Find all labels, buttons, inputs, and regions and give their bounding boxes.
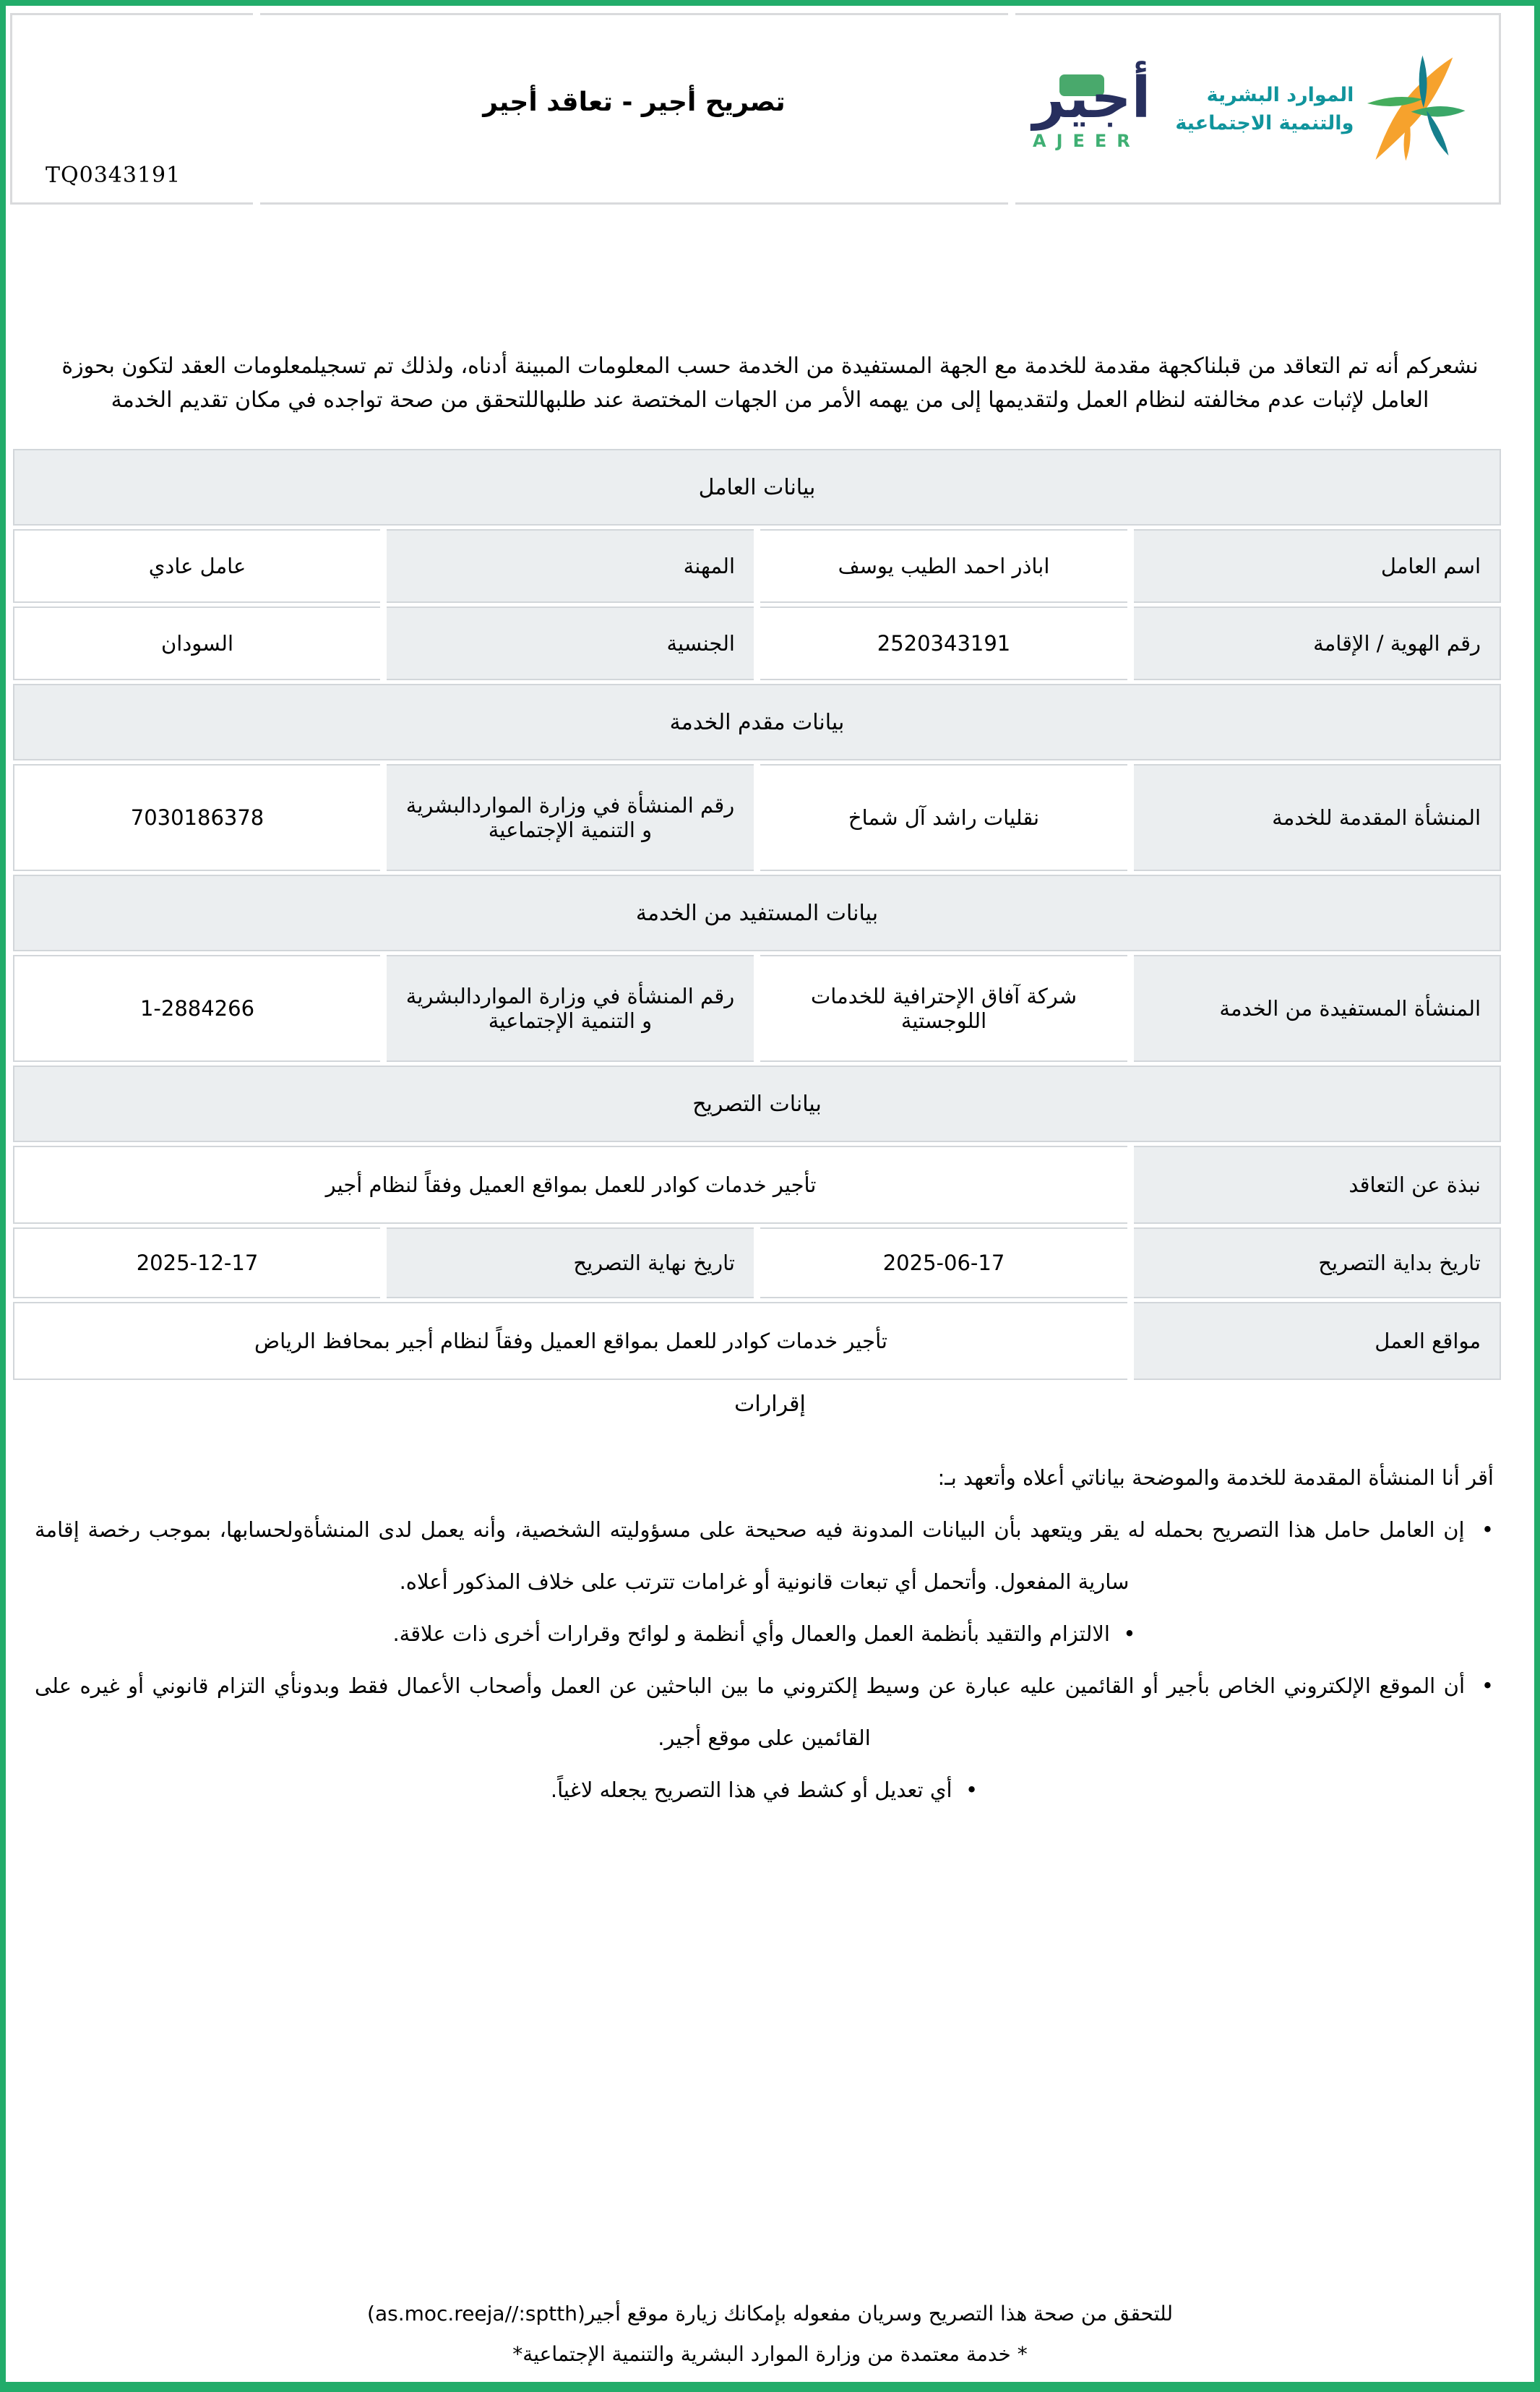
ministry-name-line1: الموارد البشرية: [1206, 83, 1354, 106]
beneficiary-name-value: شركة آفاق الإحترافية للخدمات اللوجستية: [760, 955, 1127, 1062]
provider-name-label: المنشأة المقدمة للخدمة: [1134, 764, 1501, 871]
work-locations-label: مواقع العمل: [1134, 1302, 1501, 1380]
ministry-name: [1175, 81, 1354, 137]
declarations-block: [35, 1452, 1494, 1816]
ajeer-logo: [1025, 67, 1158, 151]
hrsd-starburst-icon: [1361, 49, 1471, 169]
declaration-item: • إن العامل حامل هذا التصريح بحمله له يقر ويتعهد بأن البيانات المدونة فيه صحيحة على مسؤوليته الشخصية، وأنه يعمل لدى المنشأةولحسابها، بموجب رخصة إقامة سارية المفعول. وأتحمل أي تبعات قانونية أو غرامات تترتب على خلاف المذكور أعلاه.: [35, 1504, 1494, 1608]
ajeer-logo-arabic-text: أجير: [1033, 65, 1151, 131]
worker-name-label: اسم العامل: [1134, 529, 1501, 603]
ministry-logo: [1175, 49, 1471, 169]
declaration-item: • أن الموقع الإلكتروني الخاص بأجير أو القائمين عليه عبارة عن وسيط إلكتروني ما بين الباحثين عن العمل وأصحاب الأعمال فقط وبدونأي التزام قانوني أو غيره على القائمين على موقع أجير.: [35, 1660, 1494, 1764]
intro-paragraph: نشعركم أنه تم التعاقد من قبلناكجهة مقدمة للخدمة مع الجهة المستفيدة من الخدمة حسب المعلومات المبينة أدناه، ولذلك تم تسجيلمعلومات العقد لتكون بحوزة العامل لإثبات عدم مخالفته لنظام العمل ولتقديمها إلى من يهمه الأمر من الجهات المختصة عند طلبهاللتحقق من صحة تواجده في مكان تقديم الخدمة: [61, 353, 1479, 413]
nationality-label: الجنسية: [387, 606, 754, 680]
section-header-provider: بيانات مقدم الخدمة: [13, 684, 1501, 760]
ministry-name-line2: والتنمية الاجتماعية: [1175, 111, 1354, 134]
permit-table: [13, 449, 1501, 1380]
end-date-value: 2025-12-17: [13, 1227, 380, 1298]
section-header-worker: بيانات العامل: [13, 449, 1501, 526]
profession-label: المهنة: [387, 529, 754, 603]
permit-number: TQ0343191: [46, 163, 181, 188]
start-date-label: تاريخ بداية التصريح: [1134, 1227, 1501, 1298]
footer-verify-line: للتحقق من صحة هذا التصريح وسريان مفعوله بإمكانك زيارة موقع أجير(as.moc.reeja//:sptth): [367, 2302, 1173, 2325]
provider-name-value: نقليات راشد آل شماخ: [760, 764, 1127, 871]
section-header-permit: بيانات التصريح: [13, 1066, 1501, 1142]
declarations-intro: أقر أنا المنشأة المقدمة للخدمة والموضحة بياناتي أعلاه وأتعهد بـ:: [937, 1465, 1494, 1490]
header: [10, 13, 1501, 205]
ajeer-logo-latin-text: AJEER: [1033, 130, 1140, 151]
end-date-label: تاريخ نهاية التصريح: [387, 1227, 754, 1298]
worker-name-value: اباذر احمد الطيب يوسف: [760, 529, 1127, 603]
id-number-label: رقم الهوية / الإقامة: [1134, 606, 1501, 680]
header-logos-cell: [1015, 13, 1501, 205]
profession-value: عامل عادي: [13, 529, 380, 603]
id-number-value: 2520343191: [760, 606, 1127, 680]
beneficiary-number-label: رقم المنشأة في وزارة المواردالبشرية و التنمية الإجتماعية: [387, 955, 754, 1062]
nationality-value: السودان: [13, 606, 380, 680]
contract-summary-label: نبذة عن التعاقد: [1134, 1146, 1501, 1224]
beneficiary-number-value: 1-2884266: [13, 955, 380, 1062]
declarations-heading: إقرارات: [734, 1392, 806, 1417]
work-locations-value: تأجير خدمات كوادر للعمل بمواقع العميل وفقاً لنظام أجير بمحافظ الرياض: [13, 1302, 1127, 1380]
footer-approved-line: * خدمة معتمدة من وزارة الموارد البشرية والتنمية الإجتماعية*: [512, 2342, 1028, 2366]
provider-number-value: 7030186378: [13, 764, 380, 871]
declaration-item: • أي تعديل أو كشط في هذا التصريح يجعله لاغياً.: [35, 1764, 1494, 1816]
header-title-cell: [260, 13, 1008, 205]
start-date-value: 2025-06-17: [760, 1227, 1127, 1298]
declaration-item: • الالتزام والتقيد بأنظمة العمل والعمال وأي أنظمة و لوائح وقرارات أخرى ذات علاقة.: [35, 1608, 1494, 1660]
beneficiary-name-label: المنشأة المستفيدة من الخدمة: [1134, 955, 1501, 1062]
section-header-beneficiary: بيانات المستفيد من الخدمة: [13, 875, 1501, 951]
page-title: تصريح أجير - تعاقد أجير: [483, 87, 786, 117]
footer: [6, 2294, 1534, 2375]
provider-number-label: رقم المنشأة في وزارة المواردالبشرية و التنمية الإجتماعية: [387, 764, 754, 871]
contract-summary-value: تأجير خدمات كوادر للعمل بمواقع العميل وفقاً لنظام أجير: [13, 1146, 1127, 1224]
header-tq-cell: [10, 13, 253, 205]
